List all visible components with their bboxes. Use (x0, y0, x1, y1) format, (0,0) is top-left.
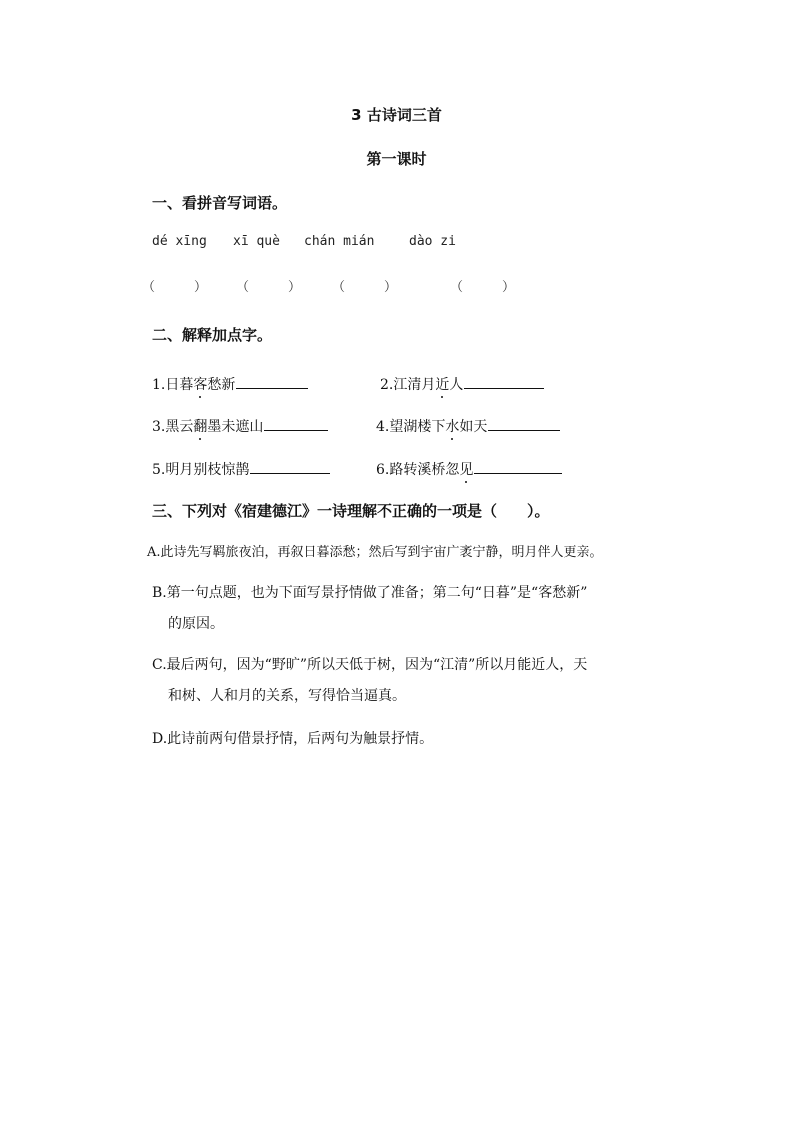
dotted-char: 见 (459, 459, 473, 479)
explain-item-1 (152, 372, 308, 394)
option-a[interactable] (147, 537, 603, 568)
option-c-line1: C.最后两句，因为“野旷”所以天低于树，因为“江清”所以月能近人，天 (152, 657, 588, 673)
item-num: 3. (152, 419, 166, 435)
section1-heading: 一、看拼音写词语。 (152, 194, 288, 212)
item-num: 4. (376, 419, 390, 435)
section3-heading: 三、下列对《宿建德江》一诗理解不正确的一项是（ ）。 (152, 502, 550, 520)
answer-line-6[interactable] (474, 457, 562, 474)
explain-item-4 (376, 414, 560, 436)
answer-paren-2[interactable]: （ ） (236, 280, 302, 295)
item-num: 5. (152, 462, 166, 478)
item-text: 江清月 (393, 377, 436, 393)
answer-line-2[interactable] (464, 372, 544, 389)
option-c-line2: 和树、人和月的关系，写得恰当逼真。 (168, 688, 406, 704)
dotted-char: 近 (435, 374, 449, 394)
answer-line-1[interactable] (236, 372, 308, 389)
explain-item-6 (376, 457, 562, 479)
item-num: 2. (380, 377, 394, 393)
explain-item-3 (152, 414, 328, 436)
item-text: 如天 (459, 419, 488, 435)
item-text: 愁新 (207, 377, 236, 393)
dotted-char: 客 (193, 374, 207, 394)
answer-line-5[interactable] (250, 457, 330, 474)
option-d-text: D.此诗前两句借景抒情，后两句为触景抒情。 (152, 731, 434, 747)
item-text: 明月别枝惊鹊 (165, 462, 250, 478)
option-b[interactable] (152, 578, 587, 640)
item-text: 黑云 (165, 419, 194, 435)
class-title: 第一课时 (366, 150, 427, 168)
option-b-line2: 的原因。 (168, 616, 224, 632)
pinyin-3: chán mián (304, 234, 375, 249)
option-a-text: A.此诗先写羁旅夜泊，再叙日暮添愁；然后写到宇宙广袤宁静，明月伴人更亲。 (147, 545, 603, 560)
item-text: 人 (449, 377, 464, 393)
option-d[interactable] (152, 724, 433, 755)
pinyin-2: xī què (233, 234, 280, 249)
explain-item-5 (152, 457, 330, 479)
dotted-char: 翻 (193, 416, 207, 436)
item-num: 1. (152, 377, 166, 393)
lesson-title: 3 古诗词三首 (351, 106, 442, 124)
option-c[interactable] (152, 650, 587, 712)
answer-paren-3[interactable]: （ ） (332, 280, 398, 295)
explain-item-2 (380, 372, 544, 394)
answer-line-3[interactable] (264, 414, 328, 431)
dotted-char: 水 (445, 416, 459, 436)
answer-line-4[interactable] (488, 414, 560, 431)
answer-paren-4[interactable]: （ ） (450, 280, 516, 295)
item-text: 墨未遮山 (207, 419, 264, 435)
item-num: 6. (376, 462, 390, 478)
option-b-line1: B.第一句点题，也为下面写景抒情做了准备；第二句“日暮”是“客愁新” (152, 585, 588, 601)
item-text: 日暮 (165, 377, 194, 393)
item-text: 望湖楼下 (389, 419, 446, 435)
pinyin-1: dé xīng (152, 234, 207, 249)
answer-paren-1[interactable]: （ ） (142, 280, 208, 295)
pinyin-4: dào zi (409, 234, 456, 249)
section2-heading: 二、解释加点字。 (152, 326, 273, 344)
item-text: 路转溪桥忽 (389, 462, 460, 478)
